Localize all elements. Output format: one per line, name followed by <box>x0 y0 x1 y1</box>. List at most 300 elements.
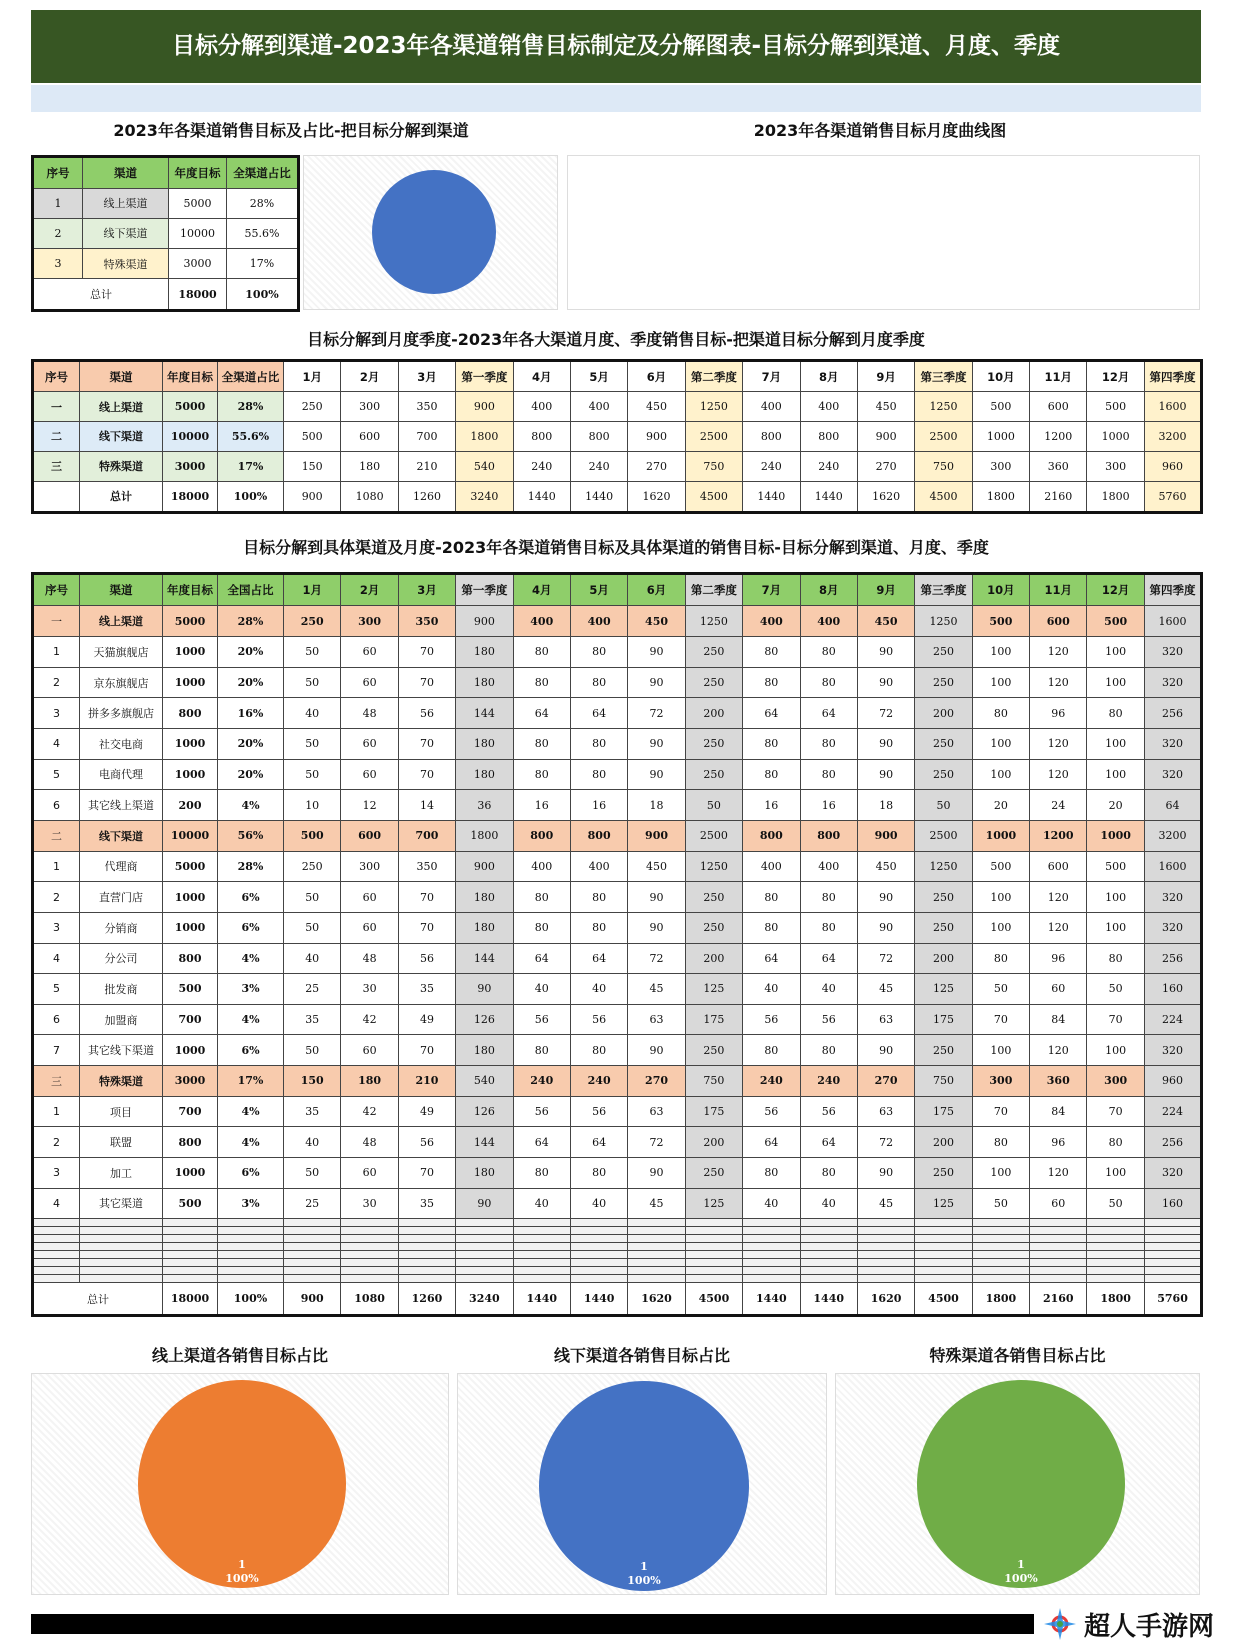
table-cell: 5 <box>33 974 80 1005</box>
table-row <box>33 451 1202 481</box>
table-cell: 55.6% <box>218 422 284 452</box>
table-row <box>33 422 1202 452</box>
table-cell: 500 <box>972 606 1029 637</box>
header-cell: 第二季度 <box>685 361 742 392</box>
empty-cell <box>80 1219 163 1227</box>
empty-cell <box>163 1275 218 1283</box>
table-cell: 1200 <box>1030 422 1087 452</box>
total-cell: 1440 <box>570 1283 627 1316</box>
empty-cell <box>218 1259 284 1267</box>
table-cell: 300 <box>1087 1066 1144 1097</box>
total-cell: 1800 <box>972 481 1029 513</box>
table-cell: 200 <box>685 943 742 974</box>
empty-cell <box>33 1275 80 1283</box>
empty-cell <box>341 1235 398 1243</box>
table-cell: 2500 <box>915 820 972 851</box>
table-cell: 2500 <box>685 422 742 452</box>
header-cell: 10月 <box>972 361 1029 392</box>
table-cell: 160 <box>1144 1188 1201 1219</box>
table-cell: 28% <box>218 851 284 882</box>
empty-cell <box>341 1275 398 1283</box>
table-cell: 40 <box>570 974 627 1005</box>
header-cell: 1月 <box>284 361 341 392</box>
table-cell: 960 <box>1144 451 1201 481</box>
table-cell: 80 <box>972 943 1029 974</box>
table-cell: 144 <box>456 1127 513 1158</box>
table-cell: 50 <box>284 759 341 790</box>
table-cell: 72 <box>628 1127 685 1158</box>
empty-cell <box>628 1275 685 1283</box>
empty-cell <box>915 1259 972 1267</box>
table-cell: 28% <box>218 392 284 422</box>
table-cell: 3000 <box>163 451 218 481</box>
table-cell: 900 <box>456 392 513 422</box>
empty-cell <box>163 1267 218 1275</box>
table-cell: 1250 <box>685 606 742 637</box>
table-cell: 18 <box>857 790 914 821</box>
table-cell: 250 <box>685 759 742 790</box>
header-cell: 11月 <box>1030 574 1087 606</box>
table-cell: 40 <box>513 974 570 1005</box>
empty-cell <box>513 1227 570 1235</box>
empty-cell <box>398 1251 455 1259</box>
table-cell: 750 <box>685 451 742 481</box>
table-header-row <box>33 361 1202 392</box>
table-cell: 线下渠道 <box>80 422 163 452</box>
total-cell: 1440 <box>570 481 627 513</box>
table-cell: 60 <box>341 667 398 698</box>
table-cell: 175 <box>915 1096 972 1127</box>
total-cell: 1620 <box>628 481 685 513</box>
table-cell: 84 <box>1030 1096 1087 1127</box>
total-cell: 18000 <box>163 1283 218 1316</box>
table-cell: 100 <box>1087 882 1144 913</box>
table-cell: 64 <box>570 698 627 729</box>
table-row <box>33 249 299 279</box>
table-cell: 50 <box>1087 1188 1144 1219</box>
table-cell: 4 <box>33 943 80 974</box>
table-cell: 线上渠道 <box>80 606 163 637</box>
table-cell: 120 <box>1030 759 1087 790</box>
table-cell: 160 <box>1144 974 1201 1005</box>
empty-cell <box>857 1267 914 1275</box>
empty-cell <box>915 1219 972 1227</box>
table-cell: 90 <box>628 1035 685 1066</box>
table-cell: 240 <box>513 1066 570 1097</box>
table-cell: 90 <box>628 759 685 790</box>
table-cell: 30 <box>341 974 398 1005</box>
table-cell: 90 <box>628 882 685 913</box>
empty-cell <box>857 1275 914 1283</box>
channel-pie-chart <box>303 155 558 310</box>
site-logo-icon <box>1042 1606 1078 1642</box>
table-cell: 12 <box>341 790 398 821</box>
table-cell: 16% <box>218 698 284 729</box>
table-cell: 56 <box>398 1127 455 1158</box>
table-cell: 20% <box>218 667 284 698</box>
table-cell: 180 <box>456 882 513 913</box>
table-cell: 150 <box>284 1066 341 1097</box>
table-row <box>33 851 1202 882</box>
empty-cell <box>163 1259 218 1267</box>
total-cell: 4500 <box>685 1283 742 1316</box>
table-cell: 80 <box>800 667 857 698</box>
table-cell: 6% <box>218 912 284 943</box>
empty-cell <box>284 1227 341 1235</box>
header-cell: 7月 <box>743 574 800 606</box>
table-cell: 70 <box>398 912 455 943</box>
table-cell: 960 <box>1144 1066 1201 1097</box>
channel-summary-table <box>31 155 300 312</box>
table-cell: 800 <box>513 820 570 851</box>
total-cell: 总计 <box>80 481 163 513</box>
table-row <box>33 943 1202 974</box>
table-cell: 240 <box>743 1066 800 1097</box>
empty-cell <box>1087 1235 1144 1243</box>
empty-cell <box>857 1259 914 1267</box>
table-cell: 400 <box>513 392 570 422</box>
table-cell: 64 <box>513 1127 570 1158</box>
table-cell: 2 <box>33 1127 80 1158</box>
table-cell: 1000 <box>163 912 218 943</box>
empty-cell <box>398 1267 455 1275</box>
table-cell: 90 <box>628 912 685 943</box>
header-cell: 第二季度 <box>685 574 742 606</box>
table-row <box>33 974 1202 1005</box>
table-cell: 28% <box>227 188 299 218</box>
page-banner: 目标分解到渠道-2023年各渠道销售目标制定及分解图表-目标分解到渠道、月度、季度 <box>31 10 1201 83</box>
table-cell: 120 <box>1030 637 1087 668</box>
total-cell: 1440 <box>743 1283 800 1316</box>
empty-cell <box>972 1243 1029 1251</box>
table-cell: 540 <box>456 451 513 481</box>
table-cell: 450 <box>628 392 685 422</box>
table-cell: 50 <box>972 1188 1029 1219</box>
table-cell: 250 <box>685 912 742 943</box>
empty-cell <box>456 1235 513 1243</box>
table-cell: 90 <box>628 667 685 698</box>
table-cell: 40 <box>284 943 341 974</box>
empty-cell <box>163 1219 218 1227</box>
table-cell: 56 <box>800 1004 857 1035</box>
table-cell: 90 <box>857 667 914 698</box>
empty-cell <box>398 1235 455 1243</box>
group-row <box>33 1066 1202 1097</box>
table-cell: 64 <box>800 943 857 974</box>
header-cell: 7月 <box>743 361 800 392</box>
table-cell: 50 <box>284 1035 341 1066</box>
table-cell: 5000 <box>163 392 218 422</box>
table-cell: 10000 <box>169 218 227 248</box>
table-cell: 175 <box>685 1096 742 1127</box>
table-cell: 72 <box>628 943 685 974</box>
empty-cell <box>456 1259 513 1267</box>
table-cell: 400 <box>570 606 627 637</box>
table-cell: 450 <box>857 606 914 637</box>
empty-cell <box>1144 1243 1201 1251</box>
table-cell: 50 <box>284 882 341 913</box>
table-cell: 项目 <box>80 1096 163 1127</box>
table-cell: 500 <box>163 974 218 1005</box>
table-cell: 特殊渠道 <box>80 451 163 481</box>
table-cell: 100 <box>1087 759 1144 790</box>
table-cell: 180 <box>456 667 513 698</box>
empty-cell <box>800 1275 857 1283</box>
table-cell: 320 <box>1144 912 1201 943</box>
table-cell: 50 <box>685 790 742 821</box>
table-cell: 300 <box>341 392 398 422</box>
empty-cell <box>685 1259 742 1267</box>
table-cell: 1000 <box>1087 422 1144 452</box>
table-cell: 70 <box>398 1035 455 1066</box>
empty-cell <box>628 1219 685 1227</box>
empty-cell <box>33 1251 80 1259</box>
empty-cell <box>972 1219 1029 1227</box>
empty-cell <box>218 1267 284 1275</box>
empty-cell <box>1144 1251 1201 1259</box>
table-cell: 80 <box>513 759 570 790</box>
empty-cell <box>218 1219 284 1227</box>
table-cell: 45 <box>628 1188 685 1219</box>
empty-cell <box>218 1227 284 1235</box>
empty-cell <box>800 1243 857 1251</box>
empty-cell <box>915 1267 972 1275</box>
table-cell: 270 <box>628 451 685 481</box>
table-cell: 4% <box>218 790 284 821</box>
header-cell: 5月 <box>570 361 627 392</box>
table-cell: 70 <box>398 882 455 913</box>
table-cell: 800 <box>743 820 800 851</box>
total-cell: 1440 <box>513 1283 570 1316</box>
empty-cell <box>163 1235 218 1243</box>
empty-row <box>33 1235 1202 1243</box>
table-cell: 144 <box>456 943 513 974</box>
empty-cell <box>570 1251 627 1259</box>
table-cell: 80 <box>570 912 627 943</box>
table-cell: 70 <box>398 729 455 760</box>
table-cell: 64 <box>743 698 800 729</box>
table-cell: 320 <box>1144 882 1201 913</box>
empty-cell <box>1030 1243 1087 1251</box>
empty-cell <box>743 1267 800 1275</box>
empty-cell <box>163 1243 218 1251</box>
table-cell: 6 <box>33 790 80 821</box>
table-cell: 二 <box>33 422 80 452</box>
table-cell: 84 <box>1030 1004 1087 1035</box>
table-cell: 56 <box>570 1096 627 1127</box>
table-cell: 200 <box>685 1127 742 1158</box>
table-cell: 64 <box>800 1127 857 1158</box>
empty-row <box>33 1275 1202 1283</box>
table-row <box>33 729 1202 760</box>
table-cell: 100 <box>1087 667 1144 698</box>
table-cell: 6% <box>218 1035 284 1066</box>
table-cell: 125 <box>685 1188 742 1219</box>
empty-cell <box>743 1251 800 1259</box>
total-cell: 1800 <box>1087 1283 1144 1316</box>
table-cell: 80 <box>743 882 800 913</box>
table-cell: 320 <box>1144 667 1201 698</box>
table-cell: 320 <box>1144 1035 1201 1066</box>
table-cell: 700 <box>398 820 455 851</box>
table-cell: 90 <box>857 912 914 943</box>
header-cell: 6月 <box>628 574 685 606</box>
table-cell: 1800 <box>456 820 513 851</box>
empty-cell <box>1087 1219 1144 1227</box>
table-cell: 80 <box>570 1035 627 1066</box>
table-cell: 250 <box>915 667 972 698</box>
table-cell: 80 <box>800 1035 857 1066</box>
header-cell: 1月 <box>284 574 341 606</box>
table-cell: 300 <box>341 606 398 637</box>
empty-cell <box>80 1259 163 1267</box>
empty-cell <box>513 1219 570 1227</box>
total-label: 总计 <box>33 279 169 311</box>
empty-cell <box>685 1251 742 1259</box>
total-cell: 2160 <box>1030 1283 1087 1316</box>
table-cell: 250 <box>915 637 972 668</box>
total-row <box>33 279 299 311</box>
total-cell: 18000 <box>163 481 218 513</box>
table-cell: 4 <box>33 1188 80 1219</box>
header-cell: 年度目标 <box>169 157 227 189</box>
empty-cell <box>857 1251 914 1259</box>
table-cell: 800 <box>800 422 857 452</box>
table-cell: 1000 <box>163 667 218 698</box>
footer-bar <box>31 1614 1071 1634</box>
table-cell: 70 <box>972 1096 1029 1127</box>
total-cell: 1260 <box>398 1283 455 1316</box>
table-cell: 180 <box>456 912 513 943</box>
empty-cell <box>80 1235 163 1243</box>
table-cell: 180 <box>456 729 513 760</box>
empty-cell <box>915 1227 972 1235</box>
table-cell: 40 <box>513 1188 570 1219</box>
offline-pie-label-name: 1 <box>640 1560 648 1573</box>
table-cell: 700 <box>163 1096 218 1127</box>
header-cell: 2月 <box>341 574 398 606</box>
table-cell: 3% <box>218 974 284 1005</box>
table-cell: 45 <box>628 974 685 1005</box>
empty-cell <box>341 1267 398 1275</box>
table-cell: 63 <box>857 1096 914 1127</box>
empty-cell <box>284 1243 341 1251</box>
table-cell: 800 <box>800 820 857 851</box>
table-cell: 64 <box>743 1127 800 1158</box>
empty-cell <box>80 1227 163 1235</box>
table-cell: 180 <box>341 451 398 481</box>
empty-cell <box>163 1227 218 1235</box>
special-pie-chart <box>835 1373 1200 1595</box>
table-cell: 25 <box>284 1188 341 1219</box>
table-cell: 100 <box>972 882 1029 913</box>
table-cell: 50 <box>284 637 341 668</box>
table-cell: 60 <box>341 729 398 760</box>
table-cell: 1000 <box>163 1035 218 1066</box>
table-cell: 300 <box>1087 451 1144 481</box>
table-cell: 80 <box>800 759 857 790</box>
empty-cell <box>1144 1275 1201 1283</box>
empty-cell <box>685 1243 742 1251</box>
total-cell: 900 <box>284 481 341 513</box>
table-cell: 80 <box>1087 698 1144 729</box>
empty-cell <box>456 1219 513 1227</box>
empty-cell <box>857 1243 914 1251</box>
table-cell: 5 <box>33 759 80 790</box>
table-cell: 4% <box>218 1004 284 1035</box>
table-cell: 240 <box>570 1066 627 1097</box>
table-row <box>33 1035 1202 1066</box>
table-cell: 63 <box>857 1004 914 1035</box>
empty-cell <box>800 1227 857 1235</box>
table-cell: 17% <box>218 1066 284 1097</box>
empty-cell <box>80 1251 163 1259</box>
empty-cell <box>915 1251 972 1259</box>
table-cell: 80 <box>800 882 857 913</box>
table-cell: 400 <box>800 392 857 422</box>
empty-cell <box>915 1235 972 1243</box>
table-cell: 100 <box>972 729 1029 760</box>
header-cell: 第三季度 <box>915 574 972 606</box>
table-cell: 其它渠道 <box>80 1188 163 1219</box>
empty-cell <box>570 1219 627 1227</box>
table-cell: 4% <box>218 1127 284 1158</box>
table-cell: 16 <box>513 790 570 821</box>
table-cell: 35 <box>398 1188 455 1219</box>
table-cell: 5000 <box>163 851 218 882</box>
empty-cell <box>1030 1267 1087 1275</box>
table-cell: 35 <box>284 1096 341 1127</box>
empty-cell <box>513 1235 570 1243</box>
empty-cell <box>284 1235 341 1243</box>
table-cell: 100 <box>1087 729 1144 760</box>
table-cell: 80 <box>513 912 570 943</box>
watermark-text: 超人手游网 <box>1083 1611 1214 1642</box>
sec2-title: 目标分解到月度季度-2023年各大渠道月度、季度销售目标-把渠道目标分解到月度季度 <box>307 330 925 349</box>
table-cell: 80 <box>800 912 857 943</box>
header-cell: 全渠道占比 <box>227 157 299 189</box>
table-cell: 80 <box>513 1035 570 1066</box>
detailed-channel-table <box>31 572 1203 1317</box>
table-cell: 240 <box>743 451 800 481</box>
table-cell: 55.6% <box>227 218 299 248</box>
table-cell: 40 <box>800 974 857 1005</box>
table-cell: 1000 <box>1087 820 1144 851</box>
table-cell: 80 <box>570 637 627 668</box>
empty-cell <box>570 1227 627 1235</box>
table-cell: 96 <box>1030 943 1087 974</box>
table-cell: 一 <box>33 606 80 637</box>
table-cell: 1 <box>33 1096 80 1127</box>
empty-cell <box>743 1227 800 1235</box>
table-cell: 80 <box>513 667 570 698</box>
empty-cell <box>33 1227 80 1235</box>
table-cell: 600 <box>341 820 398 851</box>
empty-cell <box>628 1259 685 1267</box>
table-cell: 350 <box>398 851 455 882</box>
empty-cell <box>685 1227 742 1235</box>
table-cell: 90 <box>857 729 914 760</box>
table-cell: 其它线下渠道 <box>80 1035 163 1066</box>
table-cell: 2500 <box>685 820 742 851</box>
table-cell: 4 <box>33 729 80 760</box>
empty-cell <box>456 1251 513 1259</box>
table-cell: 100 <box>972 759 1029 790</box>
empty-cell <box>284 1219 341 1227</box>
empty-cell <box>1030 1251 1087 1259</box>
empty-cell <box>1030 1235 1087 1243</box>
table-cell: 20% <box>218 759 284 790</box>
